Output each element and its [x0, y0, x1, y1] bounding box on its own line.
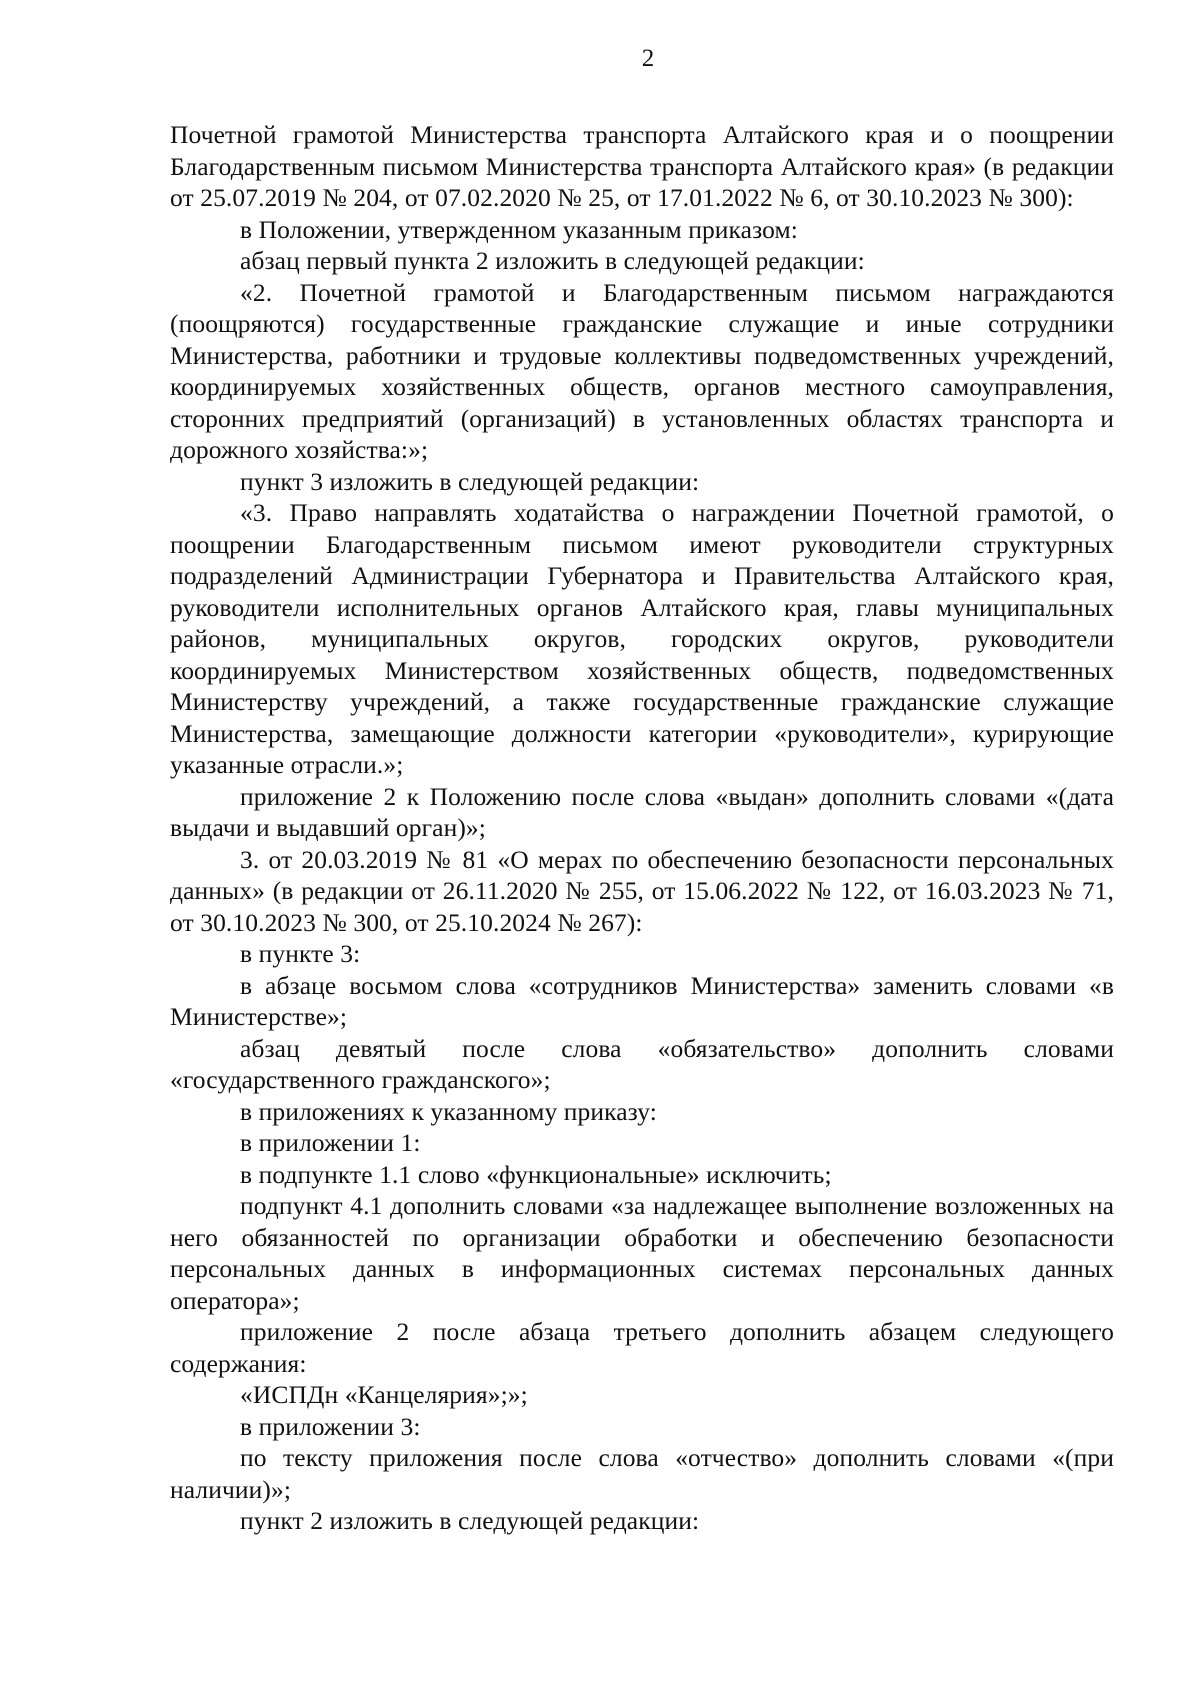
paragraph: абзац первый пункта 2 изложить в следующей редакции:	[240, 246, 865, 275]
paragraph: «ИСПДн «Канцелярия»;»;	[240, 1380, 528, 1409]
paragraph: подпункт 4.1 дополнить словами «за надлежащее выполнение возложенных на него обязанностей по организации обработки и обеспечению безопасности персональных данных в информационных системах персональных данных оператора»;	[170, 1191, 1114, 1315]
paragraph-continuation: Почетной грамотой Министерства транспорта Алтайского края и о поощрении Благодарственным письмом Министерства транспорта Алтайского края» (в редакции от 25.07.2019 № 204, от 07.02.2020 № 25, от 17.01.2022 № 6, от 30.10.2023 № 300):	[170, 120, 1114, 212]
paragraph: в приложениях к указанному приказу:	[240, 1096, 657, 1126]
document-body	[170, 119, 1114, 1537]
paragraph: в абзаце восьмом слова «сотрудников Министерства» заменить словами «в Министерстве»;	[170, 970, 1114, 1031]
paragraph: в приложении 1:	[240, 1128, 421, 1157]
paragraph: по тексту приложения после слова «отчество» дополнить словами «(при наличии)»;	[170, 1443, 1114, 1504]
paragraph: приложение 2 к Положению после слова «выдан» дополнить словами «(дата выдачи и выдавший орган)»;	[170, 781, 1114, 842]
paragraph: в приложении 3:	[240, 1411, 421, 1441]
paragraph: приложение 2 после абзаца третьего дополнить абзацем следующего содержания:	[170, 1317, 1114, 1378]
page-number: 2	[641, 45, 655, 72]
paragraph: «2. Почетной грамотой и Благодарственным письмом награждаются (поощряются) государственные гражданские служащие и иные сотрудники Министерства, работники и трудовые коллективы подведомственных учреждений, координируемых хозяйственных обществ, органов местного самоуправления, сторонних предприятий (организаций) в установленных областях транспорта и дорожного хозяйства:»;	[170, 277, 1114, 464]
paragraph: в пункте 3:	[240, 939, 361, 968]
paragraph: «3. Право направлять ходатайства о награждении Почетной грамотой, о поощрении Благодарственным письмом имеют руководители структурных подразделений Администрации Губернатора и Правительства Алтайского края, руководители исполнительных органов Алтайского края, главы муниципальных районов, муниципальных округов, городских округов, руководители координируемых Министерством хозяйственных обществ, подведомственных Министерству учреждений, а также государственные гражданские служащие Министерства, замещающие должности категории «руководители», курирующие указанные отрасли.»;	[170, 498, 1114, 779]
paragraph: 3. от 20.03.2019 № 81 «О мерах по обеспечению безопасности персональных данных» (в редакции от 26.11.2020 № 255, от 15.06.2022 № 122, от 16.03.2023 № 71, от 30.10.2023 № 300, от 25.10.2024 № 267):	[170, 844, 1114, 937]
paragraph: в Положении, утвержденном указанным приказом:	[240, 214, 798, 244]
paragraph: пункт 3 изложить в следующей редакции:	[240, 466, 700, 496]
paragraph: абзац девятый после слова «обязательство» дополнить словами «государственного гражданского»;	[170, 1033, 1114, 1094]
paragraph: в подпункте 1.1 слово «функциональные» исключить;	[240, 1159, 832, 1189]
paragraph: пункт 2 изложить в следующей редакции:	[240, 1506, 700, 1535]
